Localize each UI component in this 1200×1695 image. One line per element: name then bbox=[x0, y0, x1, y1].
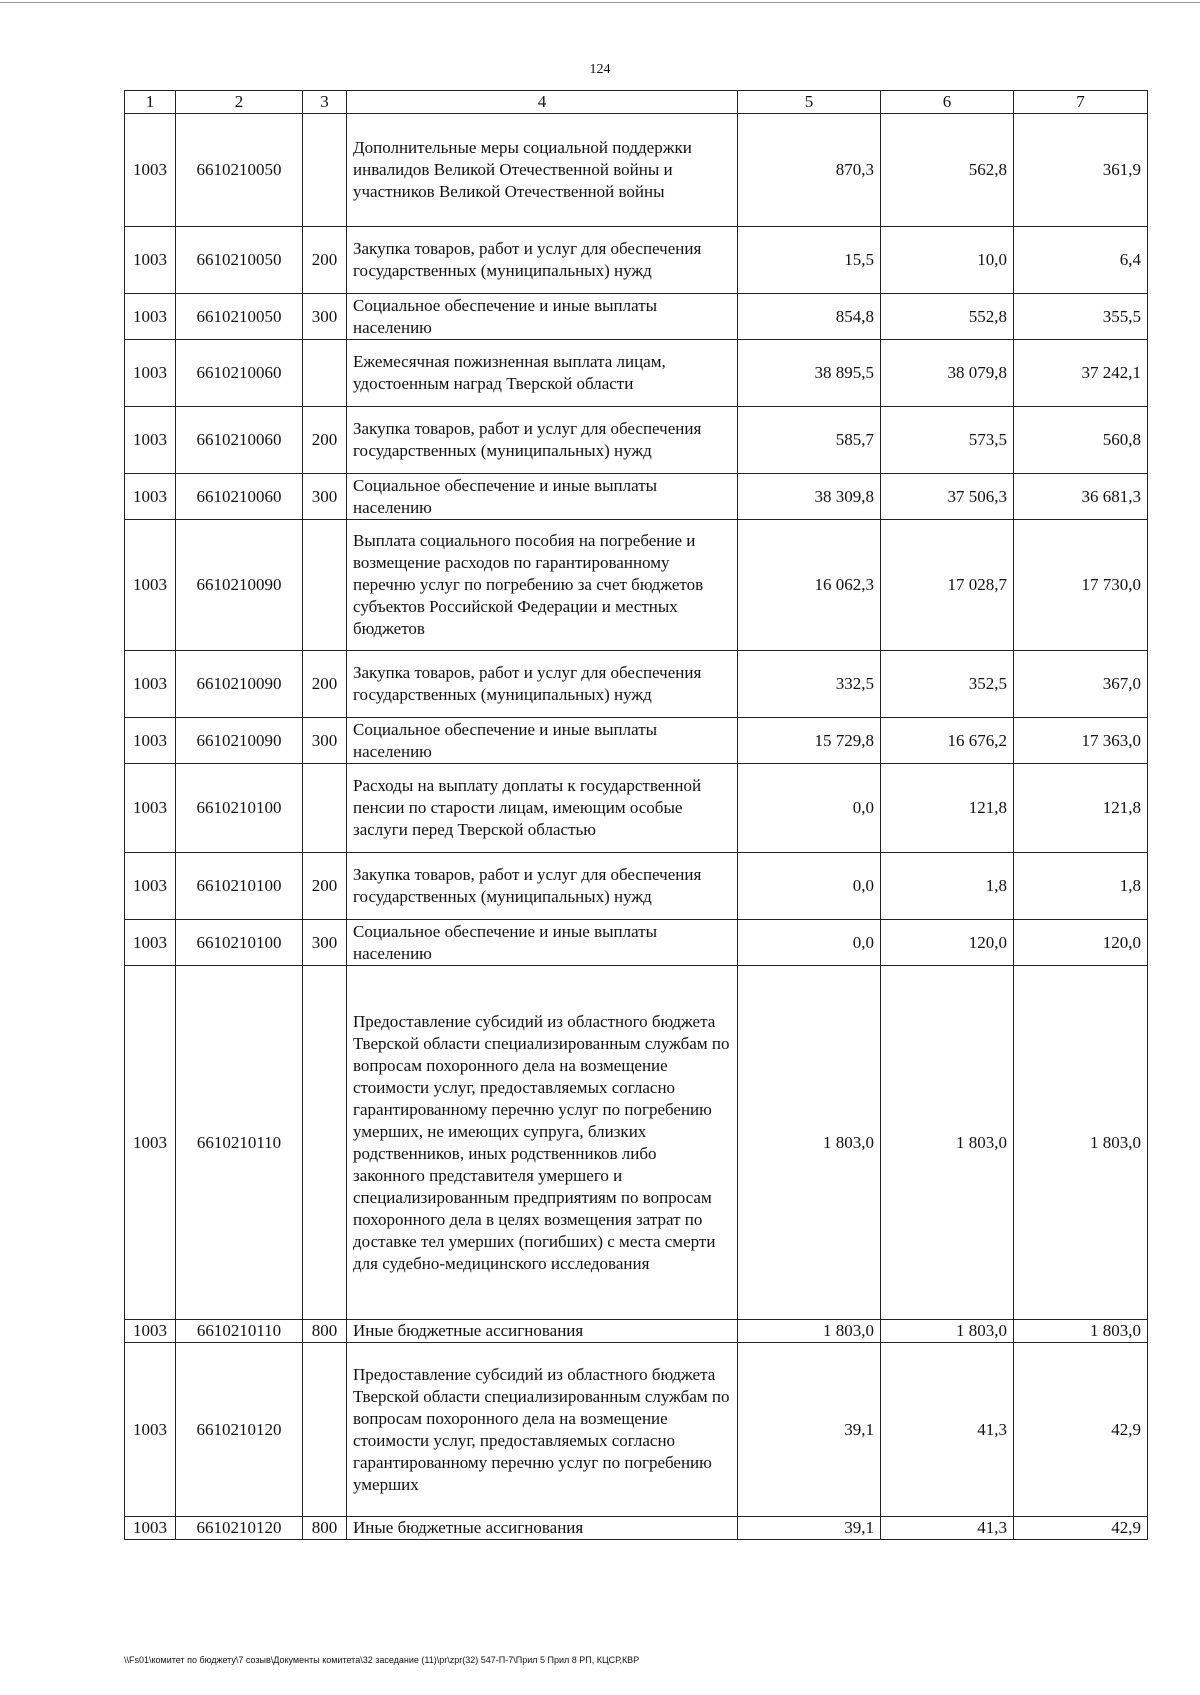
cell-c1: 1003 bbox=[125, 227, 176, 294]
cell-c2: 6610210120 bbox=[176, 1343, 303, 1517]
cell-c7: 6,4 bbox=[1014, 227, 1148, 294]
cell-c4: Иные бюджетные ассигнования bbox=[347, 1320, 738, 1343]
header-cell: 2 bbox=[176, 91, 303, 114]
cell-c4: Закупка товаров, работ и услуг для обеспечения государственных (муниципальных) нужд bbox=[347, 853, 738, 920]
table-row bbox=[125, 474, 1148, 520]
cell-c6: 1,8 bbox=[881, 853, 1014, 920]
cell-c7: 42,9 bbox=[1014, 1343, 1148, 1517]
header-cell: 3 bbox=[303, 91, 347, 114]
header-cell: 1 bbox=[125, 91, 176, 114]
page-number: 124 bbox=[589, 62, 611, 77]
cell-c5: 585,7 bbox=[738, 407, 881, 474]
table-row bbox=[125, 966, 1148, 1320]
cell-c1: 1003 bbox=[125, 651, 176, 718]
cell-c4: Закупка товаров, работ и услуг для обеспечения государственных (муниципальных) нужд bbox=[347, 227, 738, 294]
cell-c4: Предоставление субсидий из областного бюджета Тверской области специализированным службам по вопросам похоронного дела на возмещение стоимости услуг, предоставляемых согласно гарантированному перечню услуг по погребению умерших bbox=[347, 1343, 738, 1517]
cell-c4: Социальное обеспечение и иные выплаты населению bbox=[347, 294, 738, 340]
cell-c7: 560,8 bbox=[1014, 407, 1148, 474]
cell-c3 bbox=[303, 520, 347, 651]
cell-c5: 0,0 bbox=[738, 920, 881, 966]
cell-c3: 300 bbox=[303, 474, 347, 520]
cell-c4: Социальное обеспечение и иные выплаты населению bbox=[347, 920, 738, 966]
table-body bbox=[125, 91, 1148, 1540]
cell-c3: 200 bbox=[303, 407, 347, 474]
cell-c4: Закупка товаров, работ и услуг для обеспечения государственных (муниципальных) нужд bbox=[347, 651, 738, 718]
cell-c4: Ежемесячная пожизненная выплата лицам, удостоенным наград Тверской области bbox=[347, 340, 738, 407]
cell-c6: 562,8 bbox=[881, 114, 1014, 227]
cell-c7: 37 242,1 bbox=[1014, 340, 1148, 407]
cell-c1: 1003 bbox=[125, 1517, 176, 1540]
cell-c3 bbox=[303, 764, 347, 853]
cell-c2: 6610210100 bbox=[176, 764, 303, 853]
cell-c2: 6610210120 bbox=[176, 1517, 303, 1540]
cell-c6: 121,8 bbox=[881, 764, 1014, 853]
cell-c6: 38 079,8 bbox=[881, 340, 1014, 407]
header-cell: 6 bbox=[881, 91, 1014, 114]
cell-c7: 36 681,3 bbox=[1014, 474, 1148, 520]
header-cell: 5 bbox=[738, 91, 881, 114]
cell-c1: 1003 bbox=[125, 1343, 176, 1517]
budget-table bbox=[124, 90, 1148, 1540]
cell-c7: 120,0 bbox=[1014, 920, 1148, 966]
table-row bbox=[125, 227, 1148, 294]
table-row bbox=[125, 920, 1148, 966]
cell-c5: 332,5 bbox=[738, 651, 881, 718]
cell-c4: Социальное обеспечение и иные выплаты населению bbox=[347, 474, 738, 520]
table-row bbox=[125, 1517, 1148, 1540]
cell-c1: 1003 bbox=[125, 966, 176, 1320]
cell-c2: 6610210060 bbox=[176, 474, 303, 520]
cell-c2: 6610210100 bbox=[176, 853, 303, 920]
cell-c2: 6610210100 bbox=[176, 920, 303, 966]
cell-c1: 1003 bbox=[125, 407, 176, 474]
cell-c1: 1003 bbox=[125, 764, 176, 853]
table-row bbox=[125, 114, 1148, 227]
cell-c1: 1003 bbox=[125, 294, 176, 340]
table-row bbox=[125, 651, 1148, 718]
cell-c3: 300 bbox=[303, 294, 347, 340]
cell-c6: 16 676,2 bbox=[881, 718, 1014, 764]
table-row bbox=[125, 340, 1148, 407]
footer-file-path: \\Fs01\комитет по бюджету\7 созыв\Документы комитета\32 заседание (11)\pr\zpr(32) 547-П-7\Прил 5 Прил 8 РП, КЦСР,КВР bbox=[124, 1655, 640, 1665]
cell-c4: Закупка товаров, работ и услуг для обеспечения государственных (муниципальных) нужд bbox=[347, 407, 738, 474]
cell-c2: 6610210090 bbox=[176, 718, 303, 764]
cell-c5: 1 803,0 bbox=[738, 1320, 881, 1343]
cell-c2: 6610210050 bbox=[176, 227, 303, 294]
cell-c6: 1 803,0 bbox=[881, 1320, 1014, 1343]
cell-c1: 1003 bbox=[125, 340, 176, 407]
table-row bbox=[125, 1343, 1148, 1517]
cell-c4: Выплата социального пособия на погребение и возмещение расходов по гарантированному перечню услуг по погребению за счет бюджетов субъектов Российской Федерации и местных бюджетов bbox=[347, 520, 738, 651]
cell-c6: 41,3 bbox=[881, 1517, 1014, 1540]
cell-c5: 38 895,5 bbox=[738, 340, 881, 407]
cell-c7: 17 730,0 bbox=[1014, 520, 1148, 651]
cell-c1: 1003 bbox=[125, 114, 176, 227]
cell-c6: 17 028,7 bbox=[881, 520, 1014, 651]
cell-c3: 200 bbox=[303, 227, 347, 294]
table-row bbox=[125, 294, 1148, 340]
cell-c5: 38 309,8 bbox=[738, 474, 881, 520]
cell-c1: 1003 bbox=[125, 853, 176, 920]
header-cell: 4 bbox=[347, 91, 738, 114]
table-row bbox=[125, 764, 1148, 853]
cell-c5: 870,3 bbox=[738, 114, 881, 227]
cell-c3: 200 bbox=[303, 651, 347, 718]
top-border-line bbox=[0, 2, 1200, 3]
cell-c5: 0,0 bbox=[738, 764, 881, 853]
cell-c7: 42,9 bbox=[1014, 1517, 1148, 1540]
cell-c7: 355,5 bbox=[1014, 294, 1148, 340]
cell-c7: 1 803,0 bbox=[1014, 966, 1148, 1320]
cell-c6: 573,5 bbox=[881, 407, 1014, 474]
cell-c6: 352,5 bbox=[881, 651, 1014, 718]
cell-c3: 800 bbox=[303, 1320, 347, 1343]
table-row bbox=[125, 407, 1148, 474]
cell-c5: 16 062,3 bbox=[738, 520, 881, 651]
cell-c1: 1003 bbox=[125, 920, 176, 966]
cell-c1: 1003 bbox=[125, 520, 176, 651]
cell-c3: 200 bbox=[303, 853, 347, 920]
cell-c2: 6610210090 bbox=[176, 651, 303, 718]
cell-c6: 552,8 bbox=[881, 294, 1014, 340]
cell-c4: Социальное обеспечение и иные выплаты населению bbox=[347, 718, 738, 764]
header-cell: 7 bbox=[1014, 91, 1148, 114]
cell-c2: 6610210110 bbox=[176, 1320, 303, 1343]
cell-c5: 39,1 bbox=[738, 1343, 881, 1517]
cell-c3: 300 bbox=[303, 718, 347, 764]
table-row bbox=[125, 853, 1148, 920]
cell-c4: Дополнительные меры социальной поддержки инвалидов Великой Отечественной войны и участников Великой Отечественной войны bbox=[347, 114, 738, 227]
cell-c6: 41,3 bbox=[881, 1343, 1014, 1517]
cell-c1: 1003 bbox=[125, 474, 176, 520]
cell-c3 bbox=[303, 966, 347, 1320]
cell-c2: 6610210110 bbox=[176, 966, 303, 1320]
cell-c6: 120,0 bbox=[881, 920, 1014, 966]
table-header-row bbox=[125, 91, 1148, 114]
cell-c7: 1 803,0 bbox=[1014, 1320, 1148, 1343]
cell-c4: Предоставление субсидий из областного бюджета Тверской области специализированным службам по вопросам похоронного дела на возмещение стоимости услуг, предоставляемых согласно гарантированному перечню услуг по погребению умерших, не имеющих супруга, близких родственников, иных родственников либо законного представителя умершего и специализированным предприятиям по вопросам похоронного дела в целях возмещения затрат по доставке тел умерших (погибших) с места смерти для судебно-медицинского исследования bbox=[347, 966, 738, 1320]
cell-c3 bbox=[303, 1343, 347, 1517]
cell-c4: Иные бюджетные ассигнования bbox=[347, 1517, 738, 1540]
cell-c2: 6610210050 bbox=[176, 114, 303, 227]
cell-c6: 37 506,3 bbox=[881, 474, 1014, 520]
cell-c4: Расходы на выплату доплаты к государственной пенсии по старости лицам, имеющим особые заслуги перед Тверской областью bbox=[347, 764, 738, 853]
cell-c3 bbox=[303, 340, 347, 407]
table-row bbox=[125, 718, 1148, 764]
cell-c7: 17 363,0 bbox=[1014, 718, 1148, 764]
cell-c5: 39,1 bbox=[738, 1517, 881, 1540]
cell-c7: 367,0 bbox=[1014, 651, 1148, 718]
cell-c5: 1 803,0 bbox=[738, 966, 881, 1320]
cell-c7: 121,8 bbox=[1014, 764, 1148, 853]
cell-c3: 300 bbox=[303, 920, 347, 966]
cell-c3: 800 bbox=[303, 1517, 347, 1540]
cell-c5: 15 729,8 bbox=[738, 718, 881, 764]
table-row bbox=[125, 520, 1148, 651]
cell-c3 bbox=[303, 114, 347, 227]
cell-c1: 1003 bbox=[125, 718, 176, 764]
cell-c5: 15,5 bbox=[738, 227, 881, 294]
cell-c2: 6610210060 bbox=[176, 407, 303, 474]
cell-c5: 854,8 bbox=[738, 294, 881, 340]
cell-c7: 361,9 bbox=[1014, 114, 1148, 227]
cell-c2: 6610210090 bbox=[176, 520, 303, 651]
cell-c6: 1 803,0 bbox=[881, 966, 1014, 1320]
cell-c5: 0,0 bbox=[738, 853, 881, 920]
table-row bbox=[125, 1320, 1148, 1343]
cell-c1: 1003 bbox=[125, 1320, 176, 1343]
cell-c2: 6610210060 bbox=[176, 340, 303, 407]
cell-c6: 10,0 bbox=[881, 227, 1014, 294]
cell-c2: 6610210050 bbox=[176, 294, 303, 340]
cell-c7: 1,8 bbox=[1014, 853, 1148, 920]
